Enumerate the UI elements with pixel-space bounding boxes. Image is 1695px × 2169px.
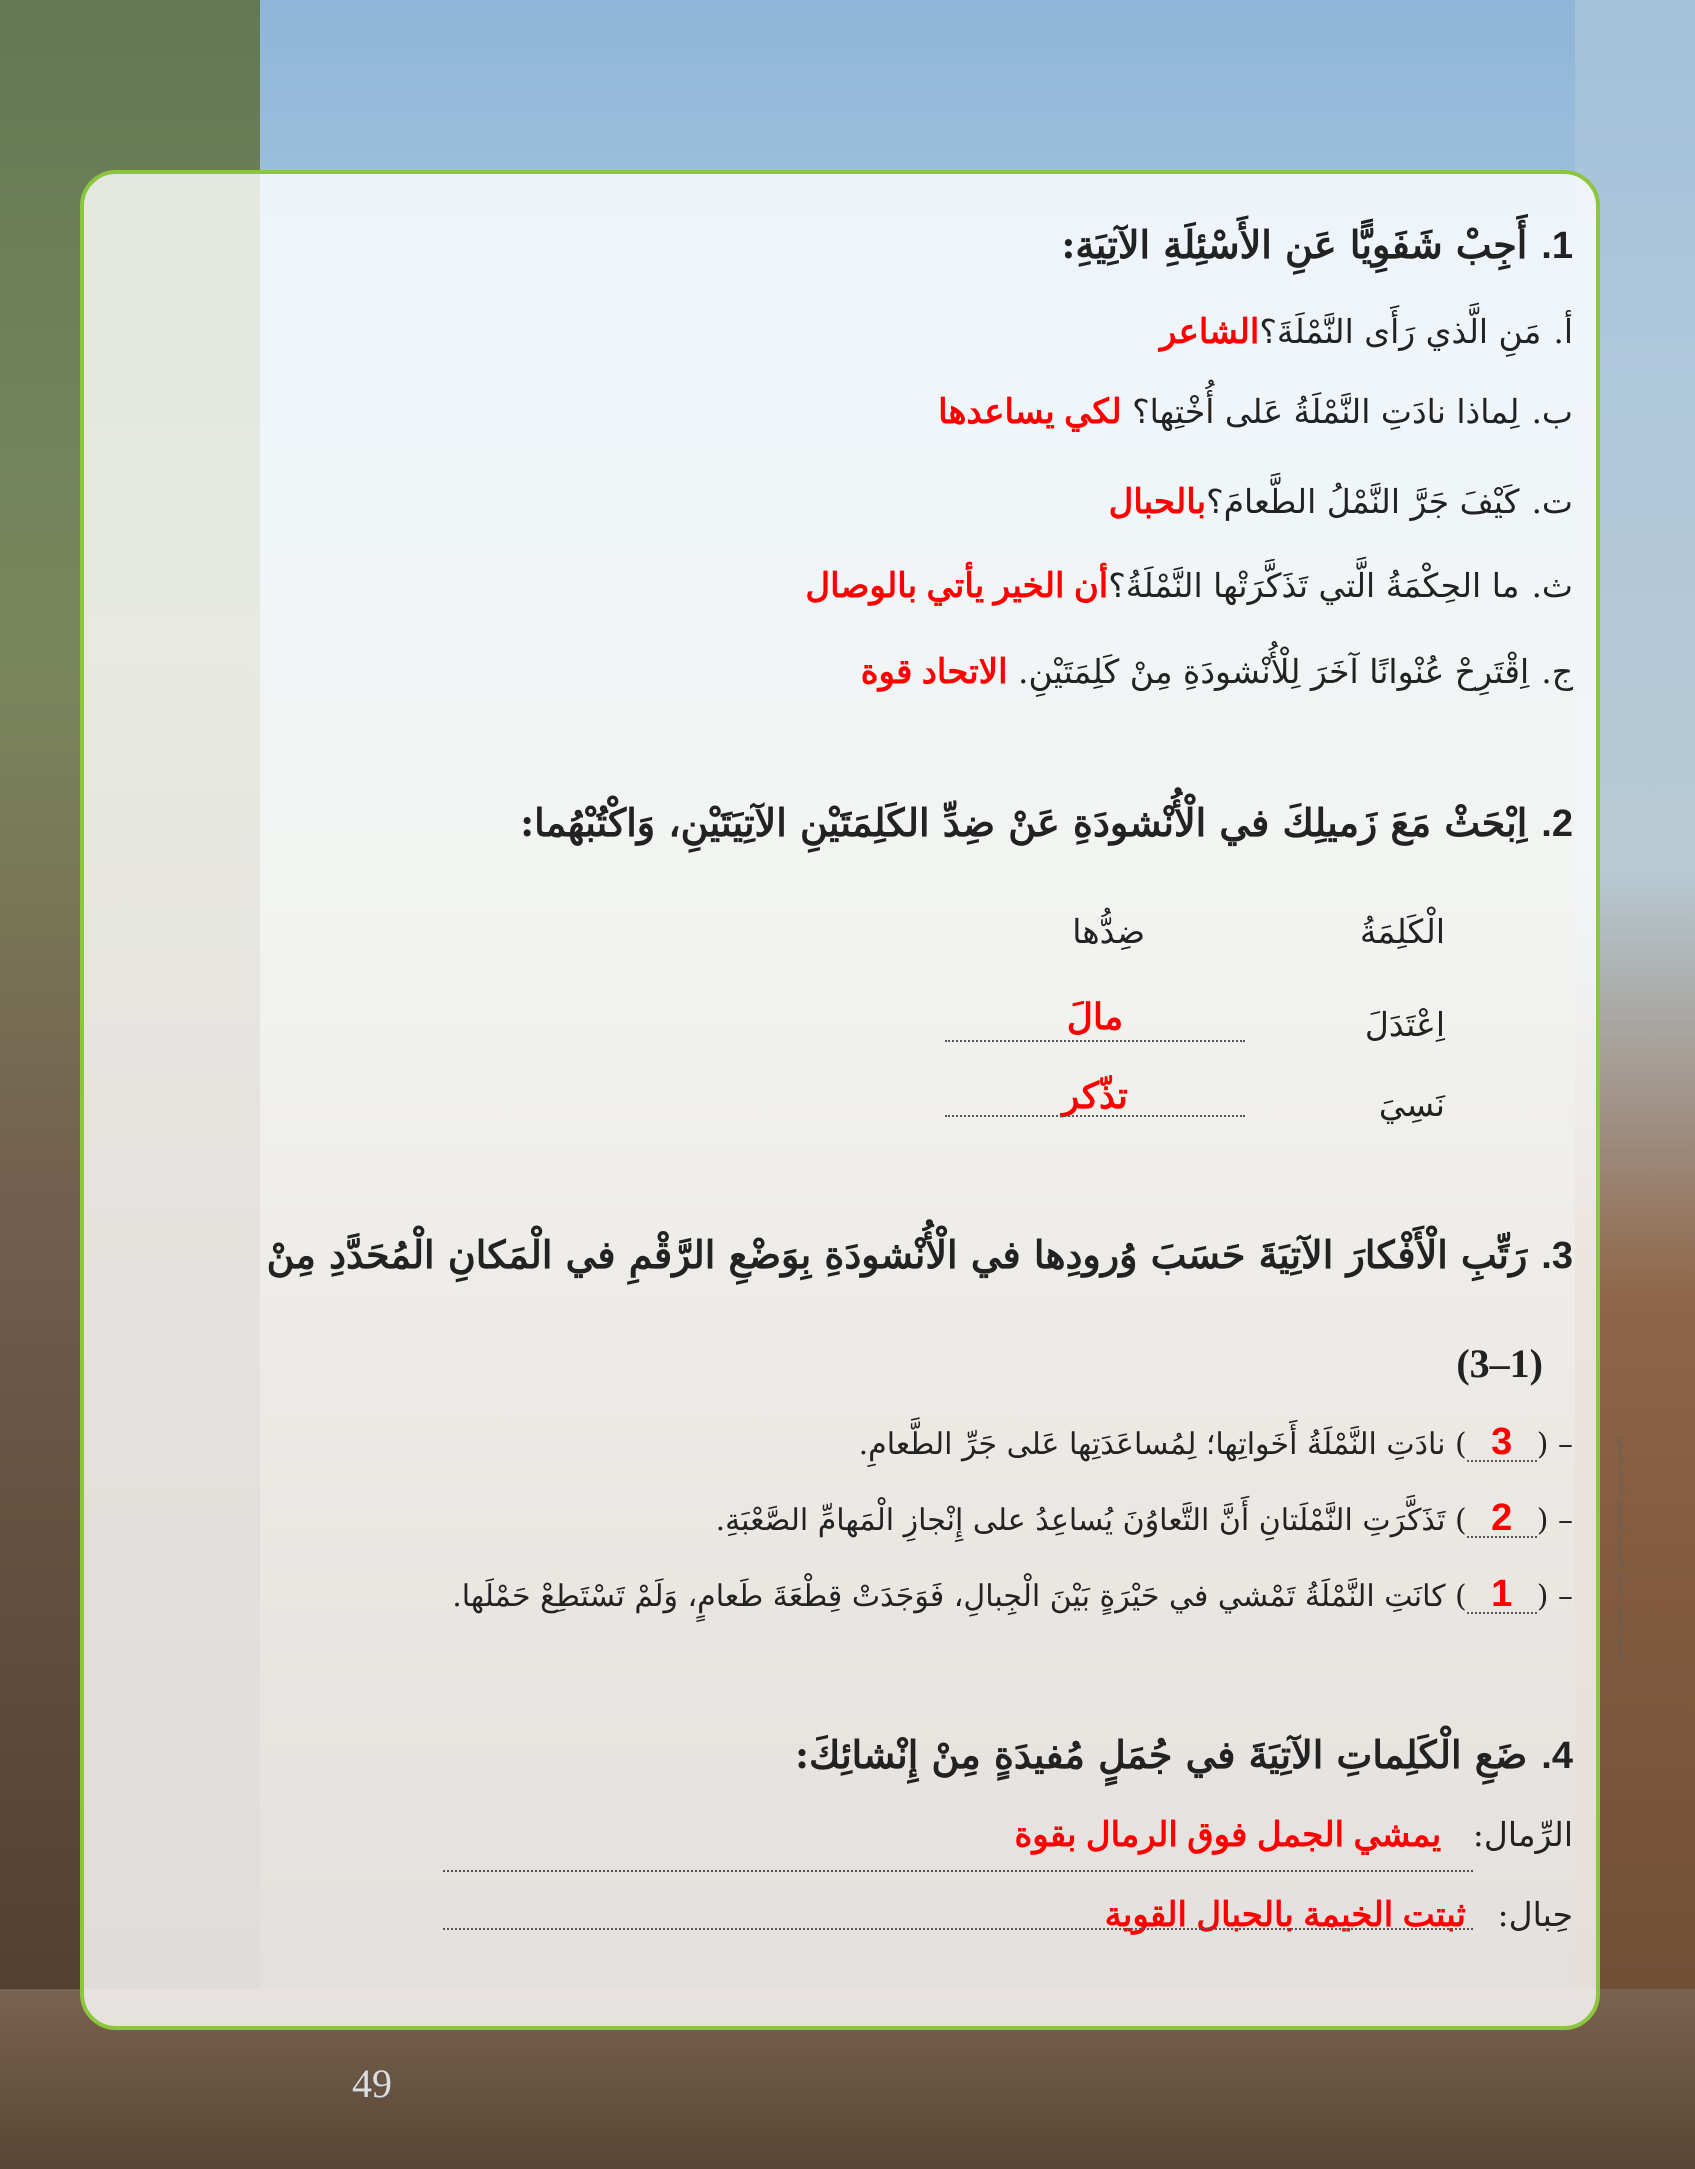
page-number: 49 (352, 2061, 392, 2106)
q1-answer-d: أن الخير يأتي بالوصال (805, 567, 1109, 605)
q2-answer-1: مالَ (1066, 996, 1124, 1037)
q1-answer-b: لكي يساعدها (938, 393, 1122, 431)
q2-answer-2: تذّكر (1062, 1075, 1128, 1116)
q4-row-1 (1014, 1815, 1573, 1855)
q3-item-3: – (1) كانَتِ النَّمْلَةُ تَمْشي في حَيْرَةٍ بَيْنَ الْجِبالِ، فَوَجَدَتْ قِطْعَةَ طَعامٍ، وَلَمْ تَسْتَطِعْ حَمْلَها. (452, 1573, 1573, 1615)
q1-answer-e: الاتحاد قوة (860, 653, 1008, 691)
q2-word-1: اِعْتَدَلَ (1364, 1005, 1445, 1044)
q4-heading (795, 1732, 1573, 1778)
q2-col-word: الْكَلِمَةُ (1359, 912, 1445, 951)
q4-word-2: حِبال: (1497, 1895, 1573, 1934)
q3-heading (267, 1232, 1573, 1278)
q1-answer-a: الشاعر (1159, 313, 1260, 351)
q2-col-opposite: ضِدُّها (1072, 912, 1145, 951)
q3-answer-1: 3 (1467, 1424, 1537, 1462)
q1-item-a: أ.مَنِ الَّذي رَأَى النَّمْلَةَ؟الشاعر (1159, 312, 1573, 351)
q3-item-2: – (2) تَذَكَّرَتِ النَّمْلَتانِ أَنَّ التَّعاوُنَ يُساعِدُ على إِنْجازِ الْمَهامِّ الصَّعْبَةِ. (715, 1497, 1573, 1539)
q3-number: 3. (1541, 1235, 1573, 1277)
q4-number: 4. (1541, 1735, 1573, 1777)
q1-number: 1. (1541, 225, 1573, 267)
q1-item-b: ب.لِماذا نادَتِ النَّمْلَةُ عَلى أُخْتِها؟ لكي يساعدها (938, 392, 1573, 431)
q1-title: أَجِبْ شَفَوِيًّا عَنِ الأَسْئِلَةِ الآتِيَةِ: (1061, 222, 1528, 267)
q4-answer-1: يمشي الجمل فوق الرمال بقوة (1014, 1816, 1442, 1854)
q4-answer-line-2 (443, 1928, 1473, 1930)
q2-heading (520, 800, 1573, 846)
q3-answer-3: 1 (1467, 1576, 1537, 1614)
q3-title: رَتِّبِ الْأَفْكارَ الآتِيَةَ حَسَبَ وُرودِها في الْأُنْشودَةِ بِوَضْعِ الرَّقْمِ في الْمَكانِ الْمُحَدَّدِ مِنْ (266, 1232, 1528, 1277)
q2-answer-line-2 (945, 1115, 1245, 1117)
q2-word-2: نَسِيَ (1378, 1085, 1445, 1124)
q4-answer-2: ثبتت الخيمة بالحبال القوية (1104, 1896, 1466, 1934)
q4-word-1: الرِّمال: (1472, 1815, 1573, 1854)
q2-title: اِبْحَثْ مَعَ زَميلِكَ في الْأُنْشودَةِ عَنْ ضِدِّ الكَلِمَتَيْنِ الآتِيَتَيْنِ، وَاكْتُبْهُما: (520, 800, 1528, 845)
q3-answer-2: 2 (1467, 1500, 1537, 1538)
q4-answer-line-1 (443, 1870, 1473, 1872)
q1-heading (1061, 222, 1573, 268)
q3-range: (3–1) (1456, 1341, 1543, 1386)
q3-item-1: – (3) نادَتِ النَّمْلَةُ أَخَواتِها؛ لِمُساعَدَتِها عَلى جَرِّ الطَّعامِ. (858, 1421, 1573, 1463)
q4-title: ضَعِ الْكَلِماتِ الآتِيَةَ في جُمَلٍ مُفيدَةٍ مِنْ إِنْشائِكَ: (795, 1732, 1528, 1777)
q1-item-c: ت.كَيْفَ جَرَّ النَّمْلُ الطَّعامَ؟بالحبال (1108, 482, 1573, 521)
side-strip-text: المنهاج المطور - التعليم الأساسي النشاطي التفاعلي المطور (1616, 1435, 1626, 1660)
q1-item-d: ث.ما الحِكْمَةُ الَّتي تَذَكَّرَتْها النَّمْلَةُ؟أن الخير يأتي بالوصال (805, 566, 1573, 605)
q2-number: 2. (1541, 803, 1573, 845)
q1-item-e: ج.اِقْتَرِحْ عُنْوانًا آخَرَ لِلْأُنْشودَةِ مِنْ كَلِمَتَيْنِ. الاتحاد قوة (860, 652, 1573, 691)
q1-answer-c: بالحبال (1108, 483, 1207, 521)
q2-answer-line-1 (945, 1040, 1245, 1042)
